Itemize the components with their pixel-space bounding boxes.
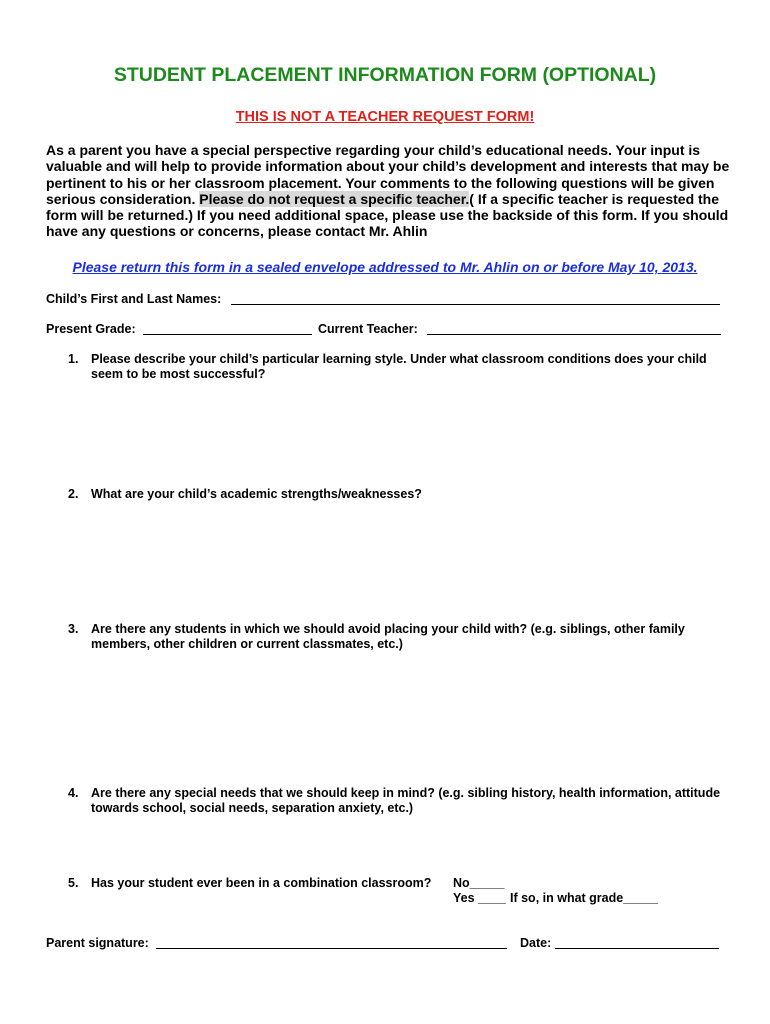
date-field[interactable]	[555, 948, 719, 949]
combination-grade-field[interactable]: If so, in what grade_____	[510, 891, 658, 905]
question-2	[68, 487, 733, 503]
current-teacher-field[interactable]	[427, 334, 721, 335]
question-4	[68, 786, 733, 818]
parent-signature-field[interactable]	[156, 948, 507, 949]
combination-yes-option[interactable]: Yes ____	[453, 891, 506, 905]
intro-text-start: As a parent you have a special perspective regarding your child’s educational needs. Your input is valuable and will help to provide information about your child’s development and interests that may be pertinent to his or her classroom placement. Your comments to the following questions will be given serious consideration.	[46, 142, 730, 207]
present-grade-field[interactable]	[143, 334, 312, 335]
child-name-label: Child’s First and Last Names:	[46, 292, 222, 306]
question-text: Are there any students in which we should avoid placing your child with? (e.g. siblings, other family members, other children or current classmates, etc.)	[91, 622, 685, 651]
intro-text-end: ( If a specific teacher is requested the form will be returned.) If you need additional space, please use the backside of this form. If you should have any questions or concerns, please contact Mr. Ahlin	[46, 190, 729, 240]
question-number: 5.	[68, 876, 79, 890]
question-text: Has your student ever been in a combination classroom?	[91, 876, 432, 890]
question-number: 3.	[68, 622, 79, 636]
current-teacher-label: Current Teacher:	[318, 322, 418, 336]
return-instruction: Please return this form in a sealed envelope addressed to Mr. Ahlin on or before May 10, 2013.	[72, 259, 698, 275]
question-text: What are your child’s academic strengths/weaknesses?	[91, 487, 422, 501]
combination-no-option[interactable]: No_____	[453, 876, 505, 890]
child-name-field[interactable]	[231, 304, 720, 305]
intro-highlight-text: Please do not request a specific teacher.	[199, 190, 470, 207]
question-number: 4.	[68, 786, 79, 800]
question-5	[68, 876, 448, 892]
parent-signature-label: Parent signature:	[46, 936, 149, 950]
question-number: 1.	[68, 352, 79, 366]
question-3	[68, 622, 733, 654]
warning-heading: THIS IS NOT A TEACHER REQUEST FORM!	[235, 109, 535, 125]
date-label: Date:	[520, 936, 552, 950]
intro-paragraph	[46, 142, 736, 240]
question-text: Are there any special needs that we should keep in mind? (e.g. sibling history, health information, attitude towards school, social needs, separation anxiety, etc.)	[91, 786, 721, 815]
question-number: 2.	[68, 487, 79, 501]
question-1	[68, 352, 733, 384]
form-title: STUDENT PLACEMENT INFORMATION FORM (OPTIONAL)	[113, 64, 657, 86]
question-text: Please describe your child’s particular learning style. Under what classroom conditions does your child seem to be most successful?	[91, 352, 707, 381]
present-grade-label: Present Grade:	[46, 322, 136, 336]
